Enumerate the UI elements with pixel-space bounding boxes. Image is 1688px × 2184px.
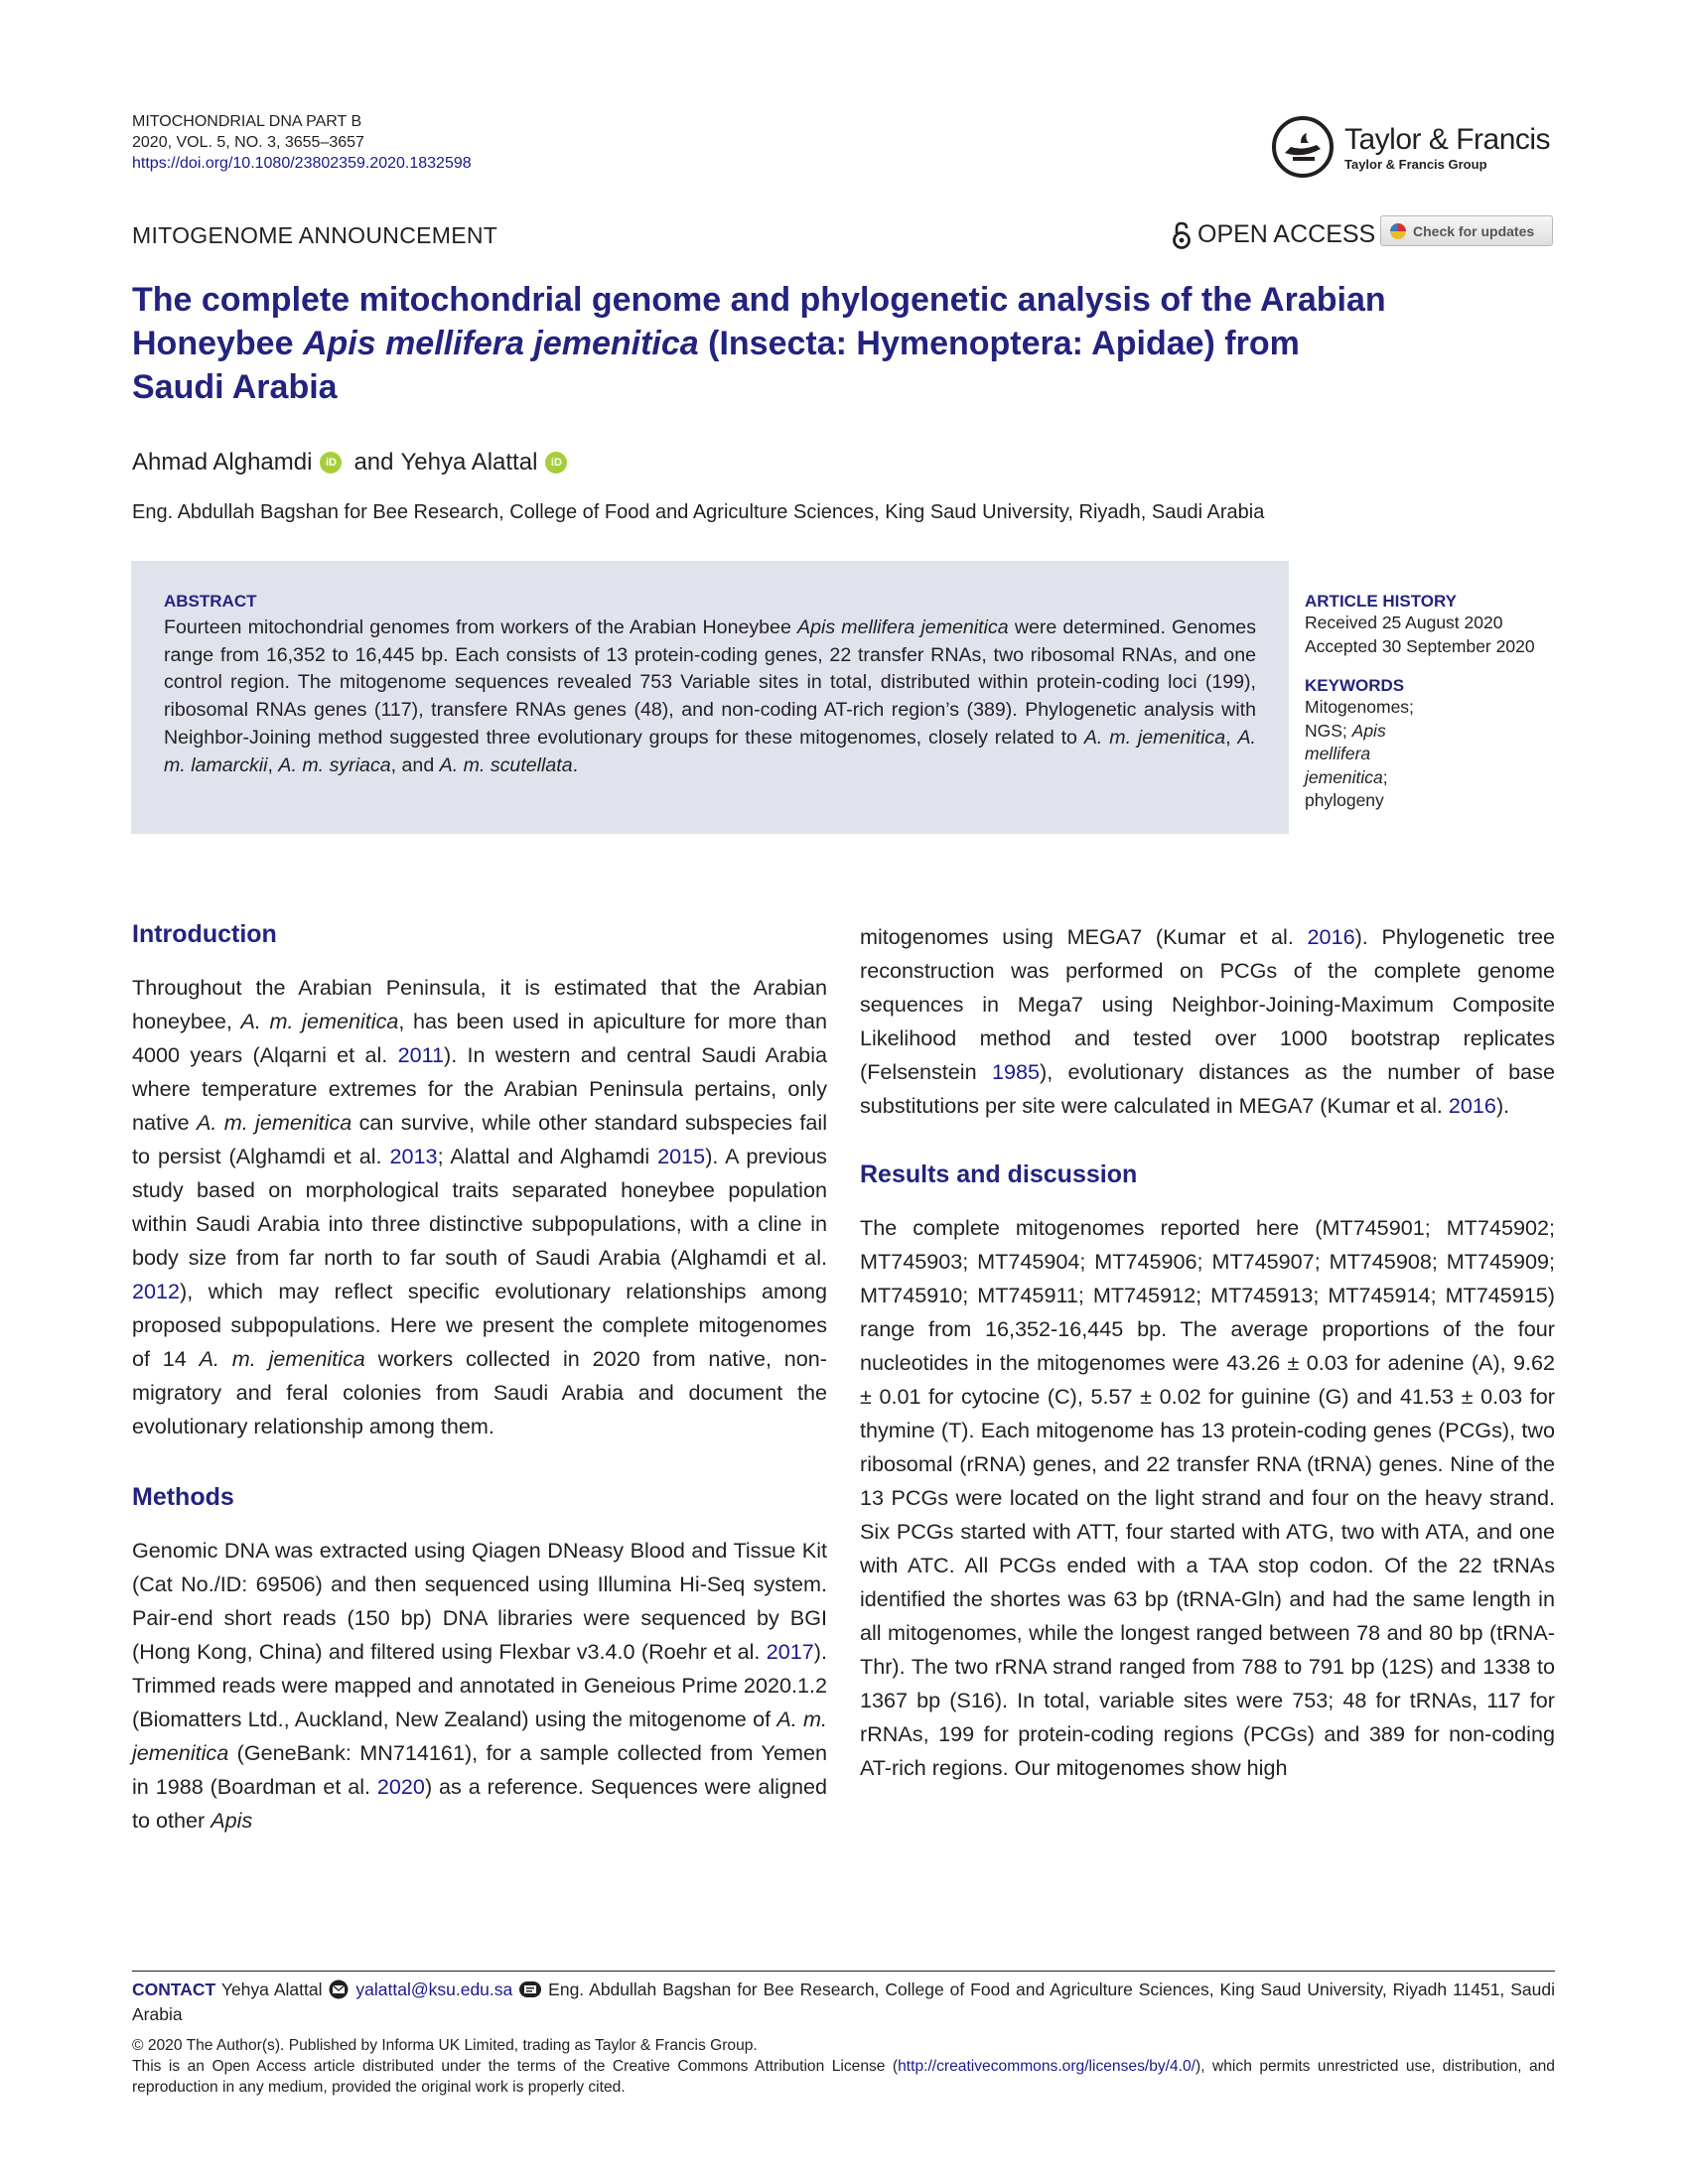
publisher-name: Taylor & Francis	[1344, 122, 1551, 156]
address-icon	[518, 1979, 542, 1999]
methods-text: Genomic DNA was extracted using Qiagen DNeasy Blood and Tissue Kit (Cat No./ID: 69506) and then sequenced using Illumina Hi-Seq system. Pair-end short reads (150 bp) DNA libraries were sequenced by BGI (Hong Kong, China) and filtered using Flexbar v3.4.0 (Roehr et al. 2017). Trimmed reads were mapped and annotated in Geneious Prime 2020.1.2 (Biomatters Ltd., Auckland, New Zealand) using the mitogenome of A. m. jemenitica (GeneBank: MN714161), for a sample collected from Yemen in 1988 (Boardman et al. 2020) as a reference. Sequences were aligned to other Apis	[132, 1538, 827, 1833]
author-1[interactable]: Ahmad Alghamdi	[132, 449, 313, 476]
contact-name: Yehya Alattal	[220, 1979, 323, 1999]
journal-name: MITOCHONDRIAL DNA PART B	[132, 113, 362, 130]
affiliation: Eng. Abdullah Bagshan for Bee Research, College of Food and Agriculture Sciences, King Saud University, Riyadh, Saudi Arabia	[132, 501, 1265, 523]
author-list	[132, 449, 579, 477]
section-type: MITOGENOME ANNOUNCEMENT	[132, 222, 498, 248]
methods-continued-text: mitogenomes using MEGA7 (Kumar et al. 2016). Phylogenetic tree reconstruction was performed on PCGs of the complete genome sequences in Mega7 using Neighbor-Joining-Maximum Composite Likelihood method and tested over 1000 bootstrap replicates (Felsenstein 1985), evolutionary distances as the number of base substitutions per site were calculated in MEGA7 (Kumar et al. 2016).	[860, 924, 1556, 1118]
title-line-2: Honeybee Apis mellifera jemenitica (Insecta: Hymenoptera: Apidae) from	[132, 325, 1300, 362]
check-updates-button[interactable]	[1380, 215, 1553, 246]
footer-rule	[132, 1971, 1555, 1972]
author-2[interactable]: Yehya Alattal	[400, 449, 538, 476]
keywords-list: Mitogenomes; NGS; Apis mellifera jemenitica; phylogeny	[1305, 697, 1414, 810]
right-column	[860, 920, 1555, 1785]
footer	[132, 2035, 1555, 2098]
email-icon	[328, 1979, 350, 1999]
license-notice: This is an Open Access article distributed under the terms of the Creative Commons Attribution License (http://creativecommons.org/licenses/by/4.0/), which permits unrestricted use, distribution, and reproduction in any medium, provided the original work is properly cited.	[132, 2058, 1555, 2096]
crossmark-icon	[1389, 222, 1407, 240]
article-title	[132, 278, 1582, 409]
publisher-group: Taylor & Francis Group	[1344, 156, 1487, 172]
left-column	[132, 920, 827, 1838]
accepted-date: Accepted 30 September 2020	[1305, 635, 1535, 656]
open-access-lock-icon	[1172, 221, 1192, 249]
author-connector: and	[353, 449, 394, 476]
copyright: © 2020 The Author(s). Published by Informa UK Limited, trading as Taylor & Francis Group.	[132, 2037, 758, 2054]
volume-line: 2020, VOL. 5, NO. 3, 3655–3657	[132, 134, 364, 151]
title-line-1: The complete mitochondrial genome and phylogenetic analysis of the Arabian	[132, 281, 1386, 319]
orcid-icon[interactable]: iD	[320, 452, 342, 474]
methods-heading: Methods	[132, 1483, 234, 1511]
results-text: The complete mitogenomes reported here (MT745901; MT745902; MT745903; MT745904; MT745906; MT745907; MT745908; MT745909; MT745910; MT745911; MT745912; MT745913; MT745914; MT745915) range from 16,352-16,445 bp. The average proportions of the four nucleotides in the mitogenomes were 43.26 ± 0.03 for adenine (A), 9.62 ± 0.01 for cytocine (C), 5.57 ± 0.02 for guinine (G) and 41.53 ± 0.03 for thymine (T). Each mitogenome has 13 protein-coding genes (PCGs), two ribosomal (rRNA) genes, and 22 transfer RNA (tRNA) genes. Nine of the 13 PCGs were located on the light strand and four on the heavy strand. Six PCGs started with ATT, four started with ATG, two with ATA, and one with ATC. All PCGs ended with a TAA stop codon. Of the 22 tRNAs identified the shortes was 63 bp (tRNA-Gln) and had the same length in all mitogenomes, while the longest ranged between 78 and 80 bp (tRNA-Thr). The two rRNA strand ranged from 788 to 791 bp (12S) and 1338 to 1367 bp (S16). In total, variable sites were 753; 48 for tRNAs, 117 for rRNAs, 199 for protein-coding regions (PCGs) and 389 for non-coding AT-rich regions. Our mitogenomes show high	[860, 1215, 1555, 1780]
abstract-text: Fourteen mitochondrial genomes from workers of the Arabian Honeybee Apis mellifera jemenitica were determined. Genomes range from 16,352 to 16,445 bp. Each consists of 13 protein-coding genes, 22 transfer RNAs, two ribosomal RNAs, and one control region. The mitogenome sequences revealed 753 Variable sites in total, distributed within protein-coding loci (199), ribosomal RNAs genes (117), transfere RNAs genes (48), and non-coding AT-rich region’s (389). Phylogenetic analysis with Neighbor-Joining method suggested three evolutionary groups for these mitogenomes, closely related to A. m. jemenitica, A. m. lamarckii, A. m. syriaca, and A. m. scutellata.	[164, 616, 1256, 776]
journal-header	[132, 111, 472, 174]
orcid-icon[interactable]: iD	[545, 452, 567, 474]
keywords-heading: KEYWORDS	[1305, 676, 1405, 695]
abstract-heading: ABSTRACT	[164, 592, 257, 611]
contact-label: CONTACT	[132, 1979, 216, 1999]
check-updates-label: Check for updates	[1413, 222, 1535, 239]
license-link[interactable]: http://creativecommons.org/licenses/by/4.0/	[898, 2058, 1196, 2075]
open-access-badge	[1172, 220, 1375, 249]
results-heading: Results and discussion	[860, 1160, 1138, 1188]
publisher-logo[interactable]	[1271, 115, 1550, 179]
contact-block	[132, 1978, 1555, 2027]
received-date: Received 25 August 2020	[1305, 613, 1503, 632]
doi-link[interactable]: https://doi.org/10.1080/23802359.2020.1832598	[132, 155, 472, 172]
contact-email[interactable]: yalattal@ksu.edu.sa	[355, 1979, 513, 1999]
title-line-3: Saudi Arabia	[132, 368, 338, 406]
introduction-text: Throughout the Arabian Peninsula, it is estimated that the Arabian honeybee, A. m. jemenitica, has been used in apiculture for more than 4000 years (Alqarni et al. 2011). In western and central Saudi Arabia where temperature extremes for the Arabian Peninsula pertains, only native A. m. jemenitica can survive, while other standard subspecies fail to persist (Alghamdi et al. 2013; Alattal and Alghamdi 2015). A previous study based on morphological traits separated honeybee population within Saudi Arabia into three distinctive subpopulations, with a cline in body size from far north to far south of Saudi Arabia (Alghamdi et al. 2012), which may reflect specific evolutionary relationships among proposed subpopulations. Here we present the complete mitogenomes of 14 A. m. jemenitica workers collected in 2020 from native, non-migratory and feral colonies from Saudi Arabia and document the evolutionary relationship among them.	[132, 975, 827, 1438]
article-info-sidebar	[1305, 592, 1563, 813]
article-history-heading: ARTICLE HISTORY	[1305, 592, 1458, 611]
introduction-heading: Introduction	[132, 920, 277, 948]
taylor-francis-lamp-logo	[1271, 115, 1335, 179]
contact-address: Eng. Abdullah Bagshan for Bee Research, College of Food and Agriculture Sciences, King Saud University, Riyadh 11451, Saudi Arabia	[132, 1979, 1555, 2024]
open-access-label: OPEN ACCESS	[1197, 220, 1376, 248]
